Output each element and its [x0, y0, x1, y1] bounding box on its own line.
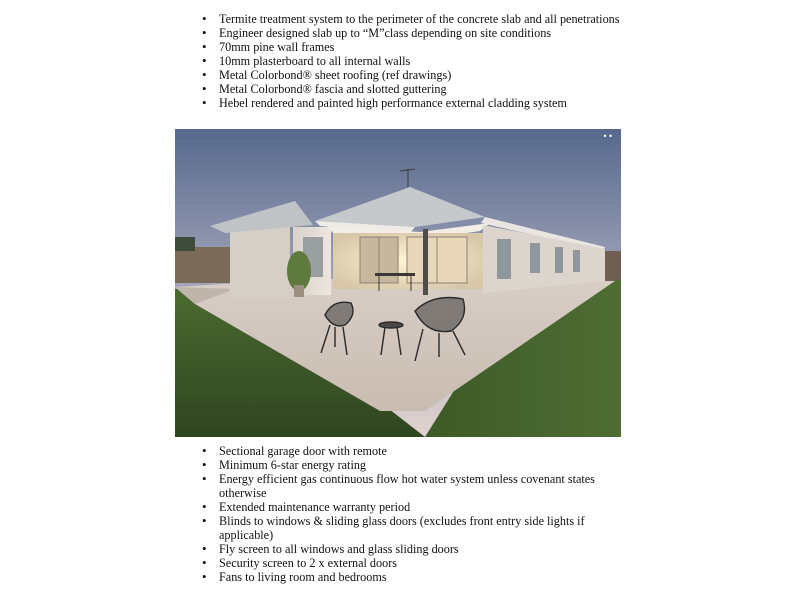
house-photo	[175, 129, 621, 437]
house-illustration	[175, 129, 621, 437]
list-item: • Extended maintenance warranty period	[200, 500, 620, 514]
list-item: • Fly screen to all windows and glass sliding doors	[200, 542, 620, 556]
list-item: • Hebel rendered and painted high performance external cladding system	[200, 96, 620, 110]
list-item: • Engineer designed slab up to “M”class depending on site conditions	[200, 26, 620, 40]
list-item: • Metal Colorbond® sheet roofing (ref drawings)	[200, 68, 620, 82]
list-item: • Sectional garage door with remote	[200, 444, 620, 458]
list-item: • Metal Colorbond® fascia and slotted guttering	[200, 82, 620, 96]
list-item: • Termite treatment system to the perimeter of the concrete slab and all penetrations	[200, 12, 620, 26]
list-item: • 70mm pine wall frames	[200, 40, 620, 54]
gallery-indicator-icon: ••	[602, 132, 614, 141]
list-item: • Minimum 6-star energy rating	[200, 458, 620, 472]
list-item: • Fans to living room and bedrooms	[200, 570, 620, 584]
list-item: • Blinds to windows & sliding glass doors (excludes front entry side lights if applicable)	[200, 514, 620, 542]
features-list-top	[200, 12, 620, 110]
list-item: • Security screen to 2 x external doors	[200, 556, 620, 570]
list-item: • Energy efficient gas continuous flow hot water system unless covenant states otherwise	[200, 472, 620, 500]
list-item: • 10mm plasterboard to all internal walls	[200, 54, 620, 68]
features-list-bottom	[200, 444, 620, 584]
